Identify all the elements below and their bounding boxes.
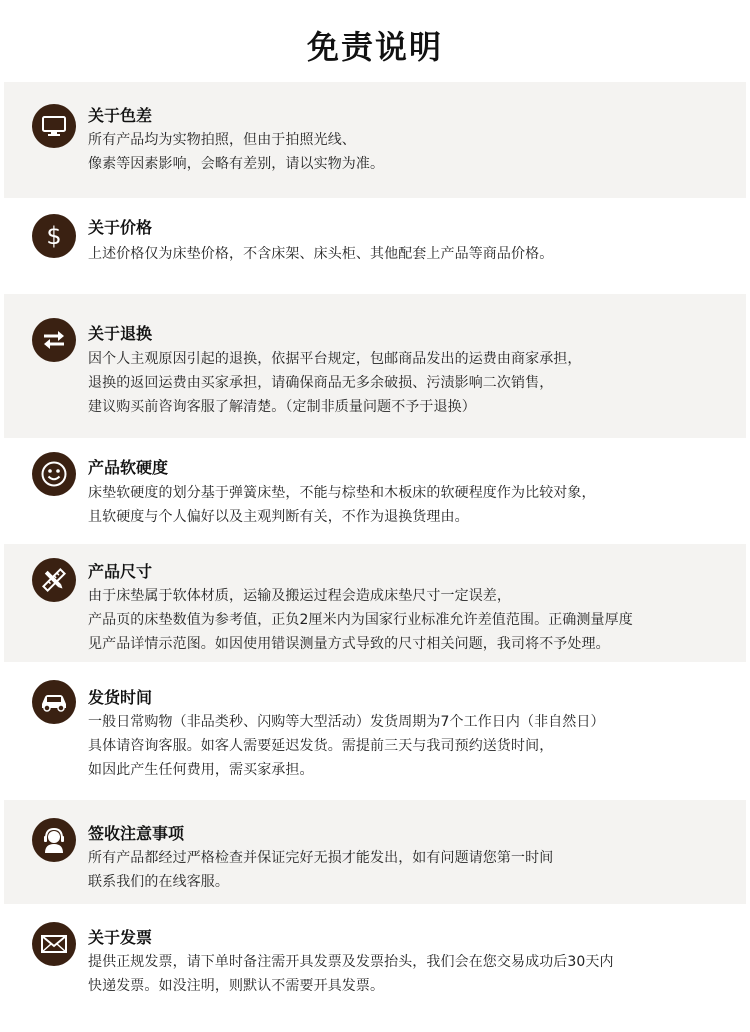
section-text-line: 联系我们的在线客服。 (88, 874, 229, 890)
section-softness (4, 438, 746, 544)
section-invoice (4, 904, 746, 1032)
section-heading: 关于色差 (88, 106, 153, 125)
section-text-line: 快递发票。如没注明，则默认不需要开具发票。 (88, 978, 385, 994)
section-heading: 发货时间 (88, 688, 153, 707)
section-text-line: 且软硬度与个人偏好以及主观判断有关，不作为退换货理由。 (88, 509, 469, 525)
section-text-line: 因个人主观原因引起的退换，依据平台规定，包邮商品发出的运费由商家承担， (88, 351, 582, 367)
section-heading: 产品尺寸 (88, 562, 153, 581)
section-text-line: 产品页的床垫数值为参考值，正负2厘米内为国家行业标准允许差值范围。正确测量厚度 (88, 612, 633, 628)
section-text-line: 所有产品都经过严格检查并保证完好无损才能发出，如有问题请您第一时间 (88, 850, 554, 866)
section-returns (4, 294, 746, 438)
section-text-line: 建议购买前咨询客服了解清楚。（定制非质量问题不予于退换） (88, 399, 476, 415)
section-text-line: 具体请咨询客服。如客人需要延迟发货。需提前三天与我司预约送货时间， (88, 738, 554, 754)
section-heading: 关于价格 (88, 218, 153, 237)
svg-text:$: $ (46, 222, 62, 250)
exchange-arrows-icon (32, 318, 76, 362)
dollar-icon (32, 214, 76, 258)
section-text-line: 床垫软硬度的划分基于弹簧床垫，不能与棕垫和木板床的软硬程度作为比较对象， (88, 485, 596, 501)
ruler-pencil-icon (32, 558, 76, 602)
smiley-icon (32, 452, 76, 496)
section-text-line: 见产品详情示范图。如因使用错误测量方式导致的尺寸相关问题，我司将不予处理。 (88, 636, 610, 652)
section-heading: 关于退换 (88, 324, 153, 343)
section-price (4, 198, 746, 294)
envelope-icon (32, 922, 76, 966)
section-heading: 签收注意事项 (88, 824, 185, 843)
section-color-difference (4, 82, 746, 198)
section-text-line: 如因此产生任何费用，需买家承担。 (88, 762, 314, 778)
section-size (4, 544, 746, 662)
section-text-line: 退换的返回运费由买家承担，请确保商品无多余破损、污渍影响二次销售， (88, 375, 554, 391)
section-text-line: 一般日常购物（非品类秒、闪购等大型活动）发货周期为7个工作日内（非自然日） (88, 714, 605, 730)
section-shipping (4, 662, 746, 800)
section-heading: 产品软硬度 (88, 458, 169, 477)
page-title: 免责说明 (306, 28, 443, 66)
section-text-line: 上述价格仅为床垫价格，不含床架、床头柜、其他配套上产品等商品价格。 (88, 246, 554, 262)
section-heading: 关于发票 (88, 928, 153, 947)
car-icon (32, 680, 76, 724)
section-text-line: 像素等因素影响，会略有差别，请以实物为准。 (88, 156, 385, 172)
section-text-line: 提供正规发票，请下单时备注需开具发票及发票抬头，我们会在您交易成功后30天内 (88, 954, 614, 970)
section-text-line: 由于床垫属于软体材质，运输及搬运过程会造成床垫尺寸一定误差， (88, 588, 511, 604)
section-text-line: 所有产品均为实物拍照，但由于拍照光线、 (88, 132, 356, 148)
headset-person-icon (32, 818, 76, 862)
monitor-icon (32, 104, 76, 148)
section-receipt (4, 800, 746, 904)
